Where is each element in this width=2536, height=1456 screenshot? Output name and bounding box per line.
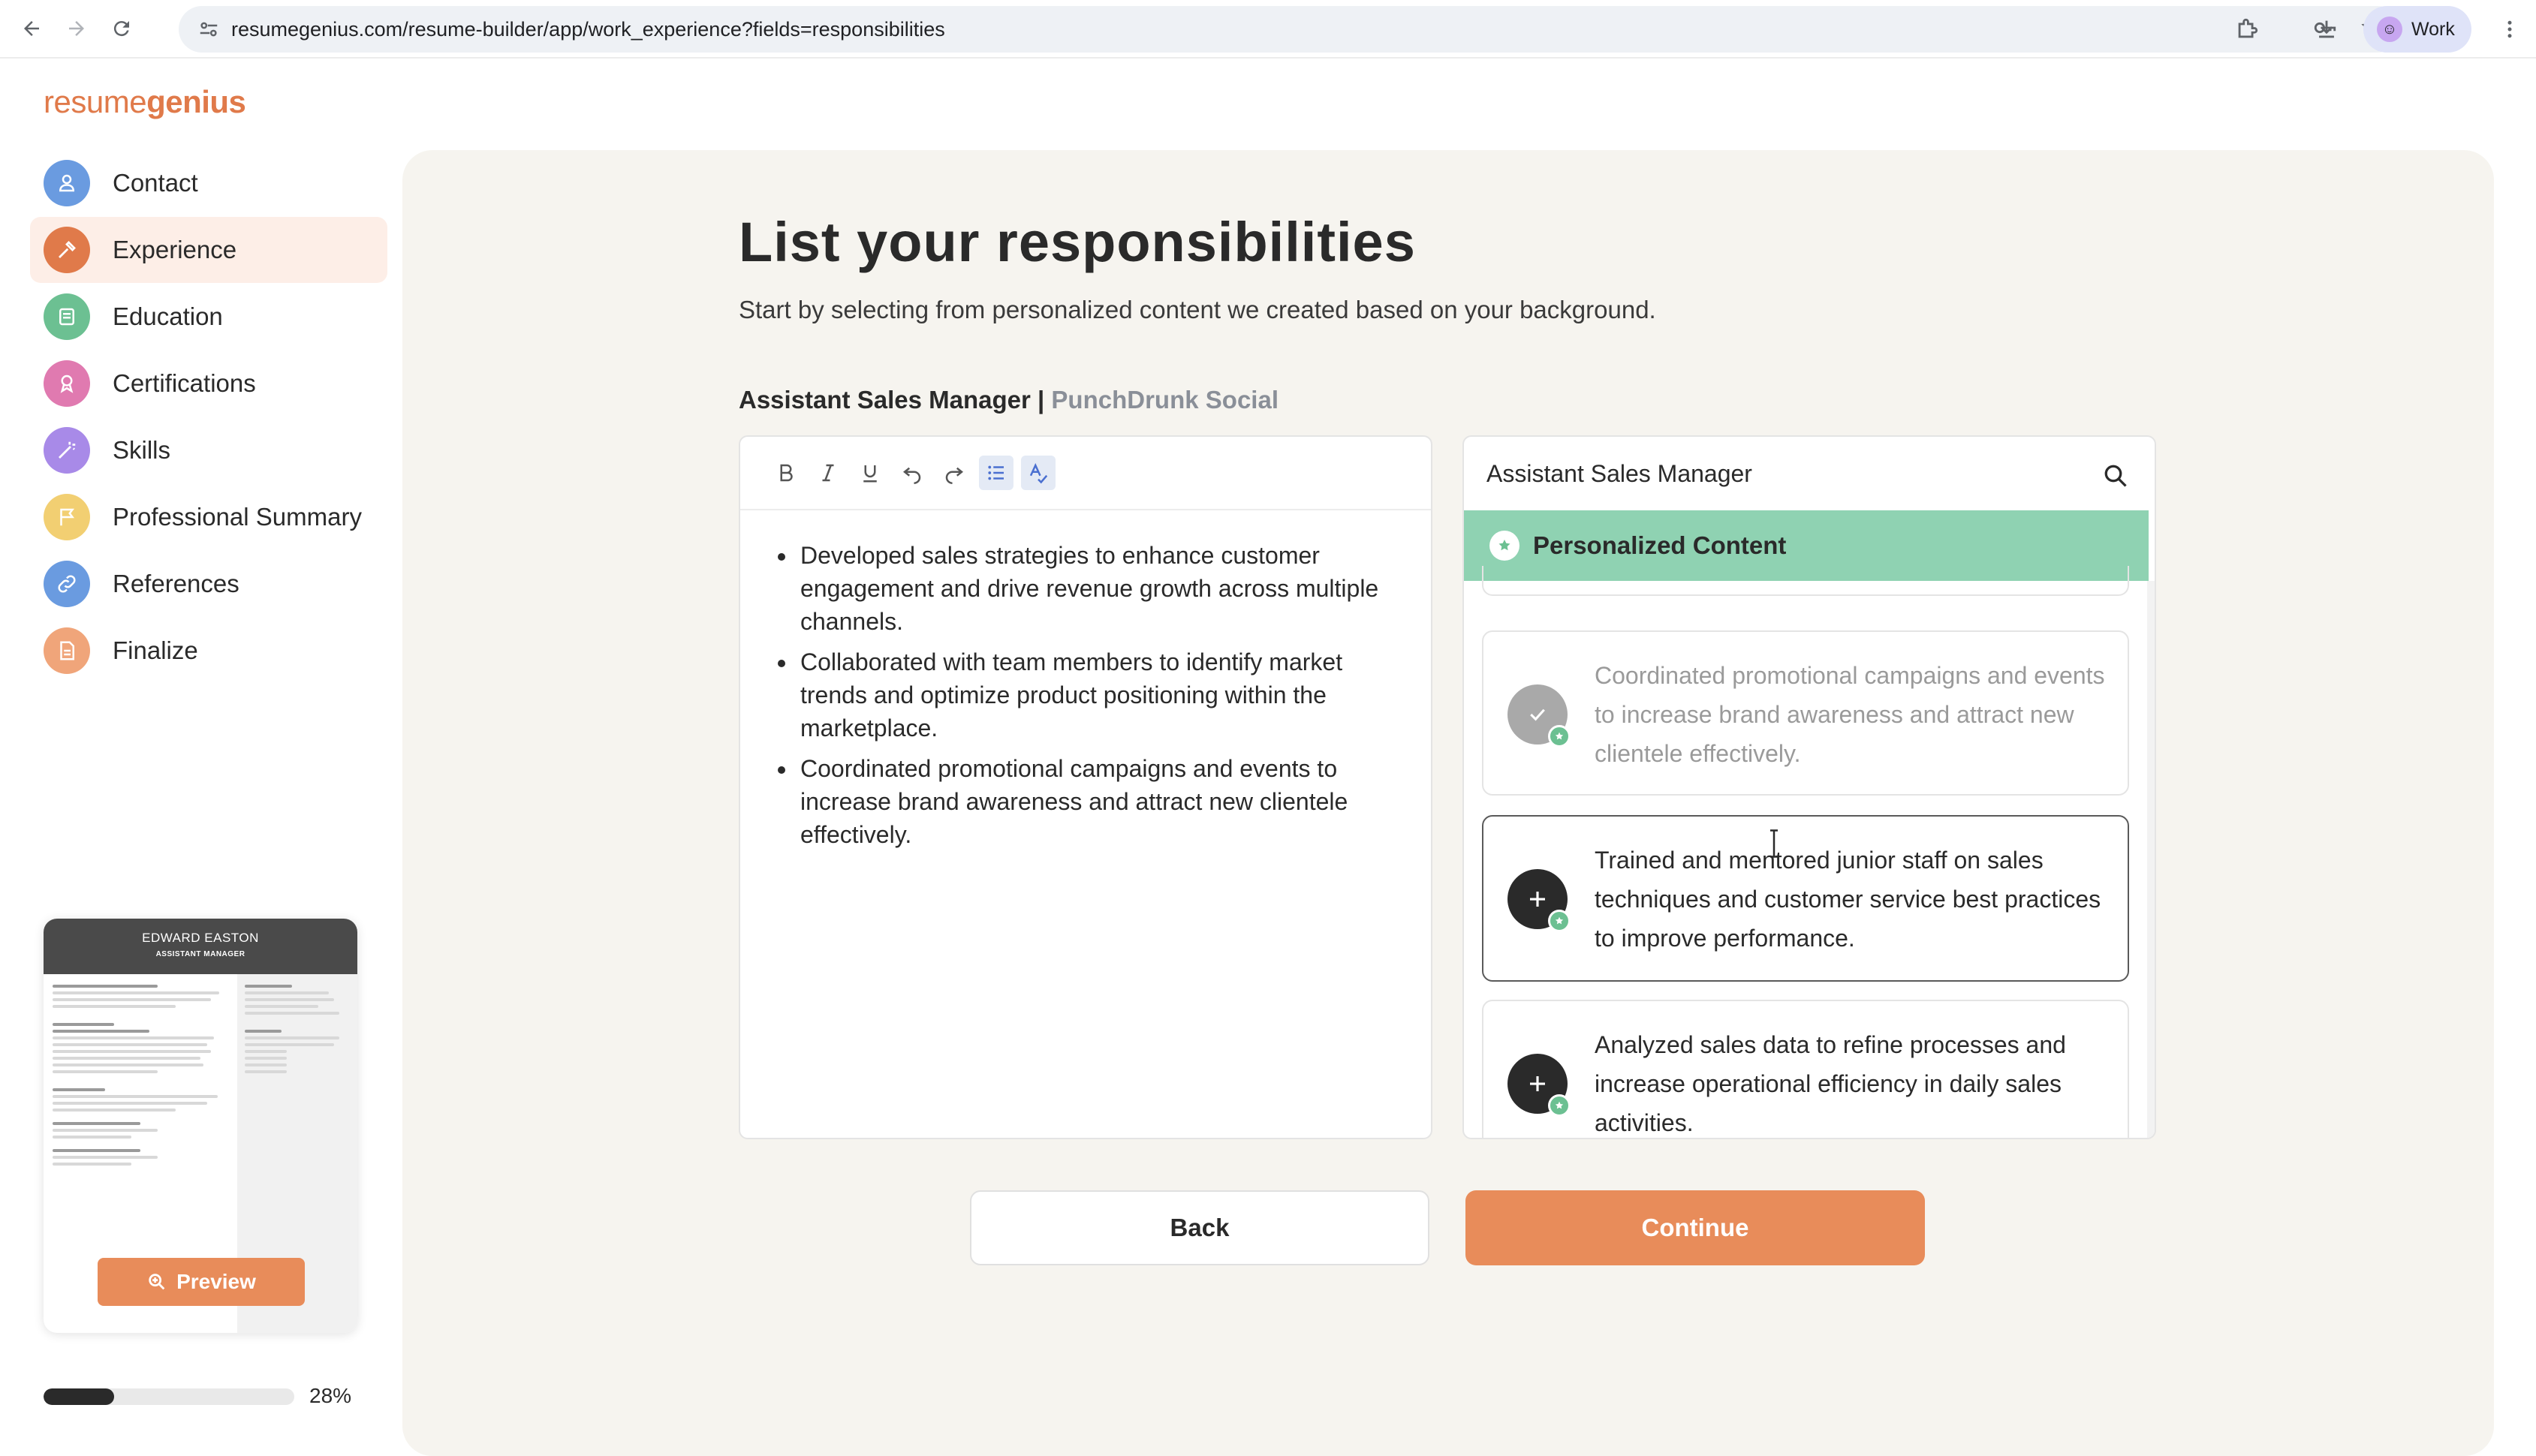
suggestions-scrollbar[interactable] bbox=[2147, 581, 2155, 1139]
progress-fill bbox=[44, 1388, 114, 1405]
star-badge-icon bbox=[1548, 725, 1571, 748]
flag-icon bbox=[44, 494, 90, 540]
back-arrow-icon[interactable] bbox=[9, 6, 54, 51]
job-separator: | bbox=[1038, 386, 1045, 414]
suggestion-text: Coordinated promotional campaigns and events to increase brand awareness and attract new clientele effectively. bbox=[1595, 662, 2105, 767]
magic-wand-icon bbox=[44, 427, 90, 474]
sidebar-item-label: Finalize bbox=[113, 636, 198, 664]
star-badge-icon bbox=[1489, 531, 1519, 561]
bullet-list-icon[interactable] bbox=[979, 456, 1013, 490]
suggestion-text: Analyzed sales data to refine processes and increase operational efficiency in daily sales activities. bbox=[1595, 1031, 2066, 1136]
resume-preview-thumbnail[interactable] bbox=[44, 919, 357, 1333]
progress-percent: 28% bbox=[309, 1384, 352, 1407]
page-title: List your responsibilities bbox=[739, 211, 1416, 273]
suggestion-card[interactable] bbox=[1482, 815, 2129, 982]
preview-header bbox=[44, 919, 357, 974]
profile-chip[interactable] bbox=[2363, 6, 2471, 53]
sidebar-item-label: Skills bbox=[113, 436, 171, 464]
sidebar-item-label: Contact bbox=[113, 169, 198, 197]
reload-icon[interactable] bbox=[99, 6, 144, 51]
suggestion-card[interactable] bbox=[1482, 630, 2129, 796]
redo-icon[interactable] bbox=[937, 456, 971, 490]
preview-job-title: ASSISTANT MANAGER bbox=[155, 950, 245, 958]
hammer-icon bbox=[44, 227, 90, 273]
responsibilities-editor[interactable] bbox=[739, 435, 1432, 1139]
job-title: Assistant Sales Manager bbox=[739, 386, 1031, 414]
sidebar-item-label: Education bbox=[113, 302, 223, 330]
suggestion-text: Trained and mentored junior staff on sales techniques and customer service best practices to improve performance. bbox=[1595, 847, 2101, 952]
spellcheck-icon[interactable] bbox=[1021, 456, 1056, 490]
sidebar-item-references[interactable] bbox=[30, 551, 387, 617]
responsibility-bullet[interactable]: • Collaborated with team members to identify market trends and optimize product positioning within the marketplace. bbox=[797, 645, 1401, 745]
download-icon[interactable] bbox=[2308, 11, 2345, 48]
italic-icon[interactable] bbox=[811, 456, 845, 490]
extensions-icon[interactable] bbox=[2228, 11, 2266, 48]
suggestion-card[interactable] bbox=[1482, 1000, 2129, 1139]
suggestion-list bbox=[1464, 581, 2155, 1139]
document-icon bbox=[44, 627, 90, 674]
star-badge-icon bbox=[1548, 1094, 1571, 1117]
zoom-in-icon bbox=[146, 1271, 167, 1292]
underline-icon[interactable] bbox=[853, 456, 887, 490]
preview-name: EDWARD EASTON bbox=[142, 931, 259, 945]
browser-menu-icon[interactable] bbox=[2491, 11, 2528, 48]
responsibility-bullet[interactable]: • Coordinated promotional campaigns and events to increase brand awareness and attract new clientele effectively. bbox=[797, 752, 1401, 851]
sidebar-item-label: Certifications bbox=[113, 369, 256, 397]
main-panel bbox=[402, 150, 2494, 1456]
sidebar-item-certifications[interactable] bbox=[30, 350, 387, 417]
sidebar-item-experience[interactable] bbox=[30, 217, 387, 283]
bold-icon[interactable] bbox=[769, 456, 803, 490]
undo-icon[interactable] bbox=[895, 456, 929, 490]
resumegenius-logo[interactable]: resumegenius bbox=[44, 84, 246, 119]
sidebar-nav bbox=[30, 150, 387, 684]
profile-avatar-icon: ☺ bbox=[2377, 17, 2402, 42]
address-bar[interactable] bbox=[179, 6, 2401, 53]
sidebar-item-professional-summary[interactable] bbox=[30, 484, 387, 550]
sidebar-item-education[interactable] bbox=[30, 284, 387, 350]
link-icon bbox=[44, 561, 90, 607]
personalized-content-label: Personalized Content bbox=[1533, 531, 1787, 559]
person-icon bbox=[44, 160, 90, 206]
suggestion-card[interactable] bbox=[1482, 566, 2129, 596]
suggestion-search-input[interactable] bbox=[1464, 437, 2155, 510]
sidebar-item-skills[interactable] bbox=[30, 417, 387, 483]
sidebar-item-label: Experience bbox=[113, 236, 237, 263]
search-icon[interactable] bbox=[2102, 462, 2129, 489]
url-text[interactable]: resumegenius.com/resume-builder/app/work_experience?fields=responsibilities bbox=[231, 17, 945, 41]
sidebar-item-label: References bbox=[113, 570, 239, 597]
sidebar-item-finalize[interactable] bbox=[30, 618, 387, 684]
editor-toolbar bbox=[740, 437, 1431, 510]
page-subtitle: Start by selecting from personalized content we created based on your background. bbox=[739, 296, 1656, 323]
back-button[interactable]: Back bbox=[970, 1190, 1429, 1265]
responsibility-bullet[interactable]: • Developed sales strategies to enhance customer engagement and drive revenue growth across multiple channels. bbox=[797, 539, 1401, 638]
search-query[interactable]: Assistant Sales Manager bbox=[1486, 459, 1752, 487]
sidebar-item-contact[interactable] bbox=[30, 150, 387, 216]
award-icon bbox=[44, 360, 90, 407]
preview-button[interactable] bbox=[98, 1258, 305, 1306]
sidebar-item-label: Professional Summary bbox=[113, 503, 362, 531]
completion-progress-bar bbox=[44, 1388, 294, 1405]
book-icon bbox=[44, 293, 90, 340]
browser-toolbar bbox=[0, 0, 2536, 59]
job-heading bbox=[739, 386, 1279, 414]
star-badge-icon bbox=[1548, 910, 1571, 932]
preview-button-label: Preview bbox=[176, 1270, 256, 1293]
forward-arrow-icon[interactable] bbox=[54, 6, 99, 51]
continue-button[interactable]: Continue bbox=[1465, 1190, 1925, 1265]
text-cursor-icon bbox=[1763, 829, 1785, 859]
responsibility-list[interactable] bbox=[797, 539, 1401, 851]
profile-label: Work bbox=[2411, 18, 2455, 40]
suggestions-panel bbox=[1462, 435, 2156, 1139]
company-name: PunchDrunk Social bbox=[1051, 386, 1279, 414]
site-settings-icon[interactable] bbox=[186, 6, 231, 53]
